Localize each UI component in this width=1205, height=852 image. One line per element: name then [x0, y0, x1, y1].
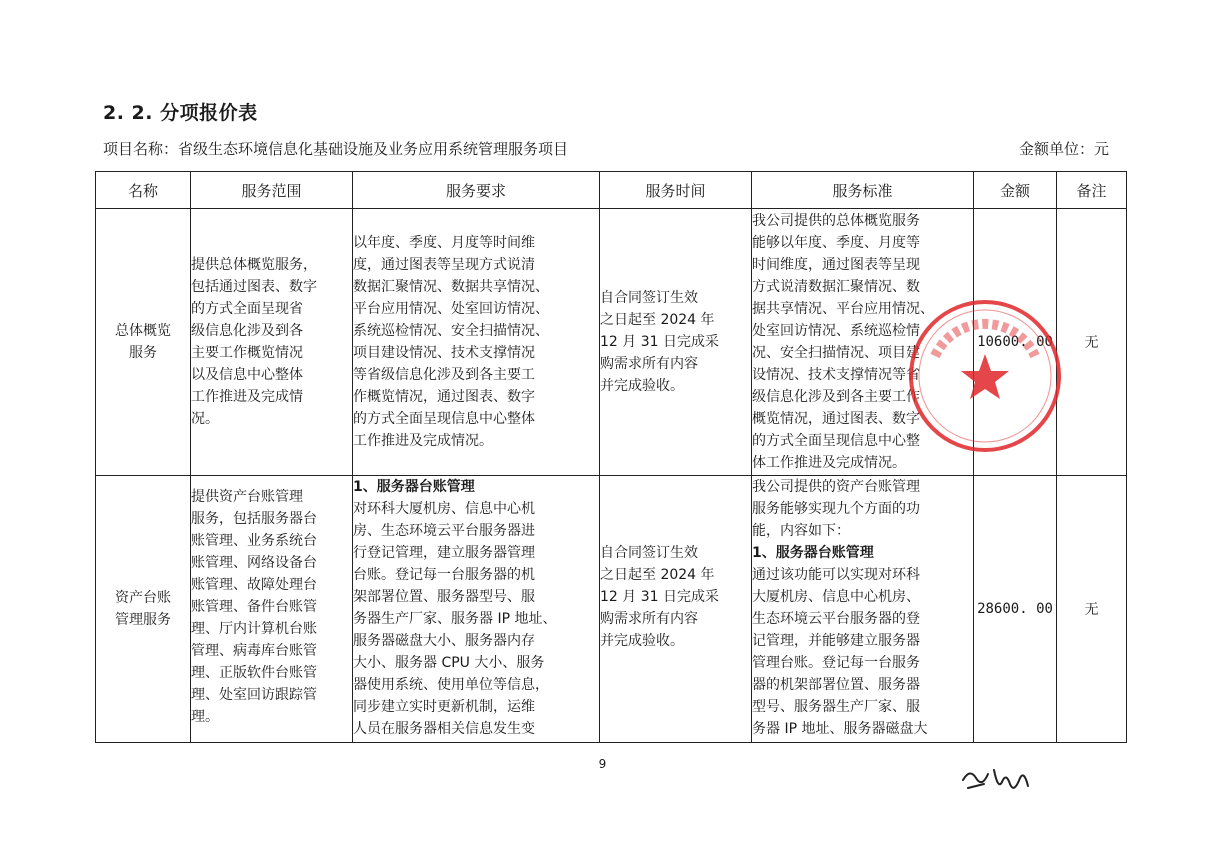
standard-line: 器的机架部署位置、服务器 [752, 677, 920, 693]
row-name-line: 资产台账 [115, 590, 171, 606]
header-time: 服务时间 [600, 172, 752, 209]
company-seal-stamp [905, 296, 1065, 456]
standard-line: 能够以年度、季度、月度等 [752, 235, 920, 251]
requirement-line: 的方式全面呈现信息中心整体 [353, 411, 535, 427]
section-title: 2. 2. 分项报价表 [103, 102, 258, 124]
requirement-line: 务器生产厂家、服务器 IP 地址、 [353, 611, 557, 627]
standard-line: 据共享情况、平台应用情况、 [752, 301, 934, 317]
scope-line: 账管理、备件台账管 [191, 599, 317, 615]
header-requirement: 服务要求 [353, 172, 600, 209]
requirement-line: 数据汇聚情况、数据共享情况、 [353, 279, 549, 295]
row-note-cell: 无 [1057, 476, 1127, 743]
standard-line: 时间维度，通过图表等呈现 [752, 257, 920, 273]
requirement-line: 房、生态环境云平台服务器进 [353, 523, 535, 539]
scope-line: 账管理、网络设备台 [191, 555, 317, 571]
scope-line: 理。 [191, 709, 219, 725]
scope-line: 况。 [191, 411, 219, 427]
standard-intro-line: 我公司提供的资产台账管理 [752, 479, 920, 495]
row-name-line: 服务 [129, 345, 157, 361]
row-name-line: 总体概览 [115, 323, 171, 339]
standard-line: 级信息化涉及到各主要工作 [752, 389, 920, 405]
scope-line: 主要工作概览情况 [191, 345, 303, 361]
header-standard: 服务标准 [752, 172, 974, 209]
project-name-line: 项目名称：省级生态环境信息化基础设施及业务应用系统管理服务项目 [103, 140, 569, 158]
row-amount-cell: 28600. 00 [974, 476, 1057, 743]
standard-line: 处室回访情况、系统巡检情 [752, 323, 920, 339]
standard-line: 的方式全面呈现信息中心整 [752, 433, 920, 449]
scope-line: 级信息化涉及到各 [191, 323, 303, 339]
standard-line: 方式说清数据汇聚情况、数 [752, 279, 920, 295]
row-requirement-cell [353, 209, 600, 476]
requirement-line: 以年度、季度、月度等时间维 [353, 235, 535, 251]
table-header-row [96, 172, 1127, 209]
requirement-line: 架部署位置、服务器型号、服 [353, 589, 535, 605]
scope-line: 账管理、业务系统台 [191, 533, 317, 549]
time-line: 之日起至 2024 年 [600, 312, 715, 328]
row-standard-cell [752, 476, 974, 743]
requirement-heading: 1、服务器台账管理 [353, 479, 475, 495]
scope-line: 理、厅内计算机台账 [191, 621, 317, 637]
requirement-line: 系统巡检情况、安全扫描情况、 [353, 323, 549, 339]
requirement-line: 项目建设情况、技术支撑情况 [353, 345, 535, 361]
standard-line: 记管理，并能够建立服务器 [752, 633, 920, 649]
requirement-line: 作概览情况，通过图表、数字 [353, 389, 535, 405]
scope-line: 理、正版软件台账管 [191, 665, 317, 681]
row-time-cell [600, 476, 752, 743]
time-line: 12 月 31 日完成采 [600, 334, 719, 350]
requirement-line: 工作推进及完成情况。 [353, 433, 493, 449]
time-line: 自合同签订生效 [600, 545, 698, 561]
requirement-line: 同步建立实时更新机制，运维 [353, 699, 535, 715]
header-name: 名称 [96, 172, 191, 209]
table-row [96, 476, 1127, 743]
standard-line: 况、安全扫描情况、项目建 [752, 345, 920, 361]
amount-unit-line: 金额单位：元 [1018, 140, 1109, 158]
scope-line: 提供资产台账管理 [191, 489, 303, 505]
header-scope: 服务范围 [191, 172, 353, 209]
scope-line: 提供总体概览服务， [191, 257, 317, 273]
scope-line: 理、处室回访跟踪管 [191, 687, 317, 703]
seal-text-arc [935, 324, 1035, 356]
row-scope-cell [191, 476, 353, 743]
requirement-line: 器使用系统、使用单位等信息， [353, 677, 549, 693]
header-amount: 金额 [974, 172, 1057, 209]
handwritten-signature [958, 760, 1033, 800]
requirement-line: 度，通过图表等呈现方式说清 [353, 257, 535, 273]
requirement-line: 人员在服务器相关信息发生变 [353, 721, 535, 737]
scope-line: 账管理、故障处理台 [191, 577, 317, 593]
row-name-line: 管理服务 [115, 612, 171, 628]
standard-heading: 1、服务器台账管理 [752, 545, 874, 561]
standard-line: 体工作推进及完成情况。 [752, 455, 906, 471]
time-line: 购需求所有内容 [600, 611, 698, 627]
scope-line: 的方式全面呈现省 [191, 301, 303, 317]
requirement-line: 大小、服务器 CPU 大小、服务 [353, 655, 545, 671]
requirement-line: 对环科大厦机房、信息中心机 [353, 501, 535, 517]
row-scope-cell [191, 209, 353, 476]
signature-stroke [963, 770, 1028, 788]
row-name-cell [96, 209, 191, 476]
standard-line: 型号、服务器生产厂家、服 [752, 699, 920, 715]
standard-line: 我公司提供的总体概览服务 [752, 213, 920, 229]
row-name-cell [96, 476, 191, 743]
requirement-line: 平台应用情况、处室回访情况、 [353, 301, 549, 317]
time-line: 之日起至 2024 年 [600, 567, 715, 583]
row-note-cell: 无 [1057, 209, 1127, 476]
scope-line: 服务，包括服务器台 [191, 511, 317, 527]
time-line: 购需求所有内容 [600, 356, 698, 372]
scope-line: 工作推进及完成情 [191, 389, 303, 405]
row-amount-cell: 10600. 00 [974, 209, 1057, 476]
row-time-cell [600, 209, 752, 476]
itemized-quote-table [95, 171, 1127, 743]
row-requirement-cell [353, 476, 600, 743]
standard-line: 设情况、技术支撑情况等省 [752, 367, 920, 383]
standard-line: 大厦机房、信息中心机房、 [752, 589, 920, 605]
standard-line: 概览情况，通过图表、数字 [752, 411, 920, 427]
page-number: 9 [598, 757, 607, 771]
time-line: 自合同签订生效 [600, 290, 698, 306]
requirement-line: 等省级信息化涉及到各主要工 [353, 367, 535, 383]
standard-intro-line: 能，内容如下： [752, 523, 850, 539]
seal-star-icon [961, 354, 1009, 399]
scope-line: 包括通过图表、数字 [191, 279, 317, 295]
standard-line: 通过该功能可以实现对环科 [752, 567, 920, 583]
header-note: 备注 [1057, 172, 1127, 209]
time-line: 并完成验收。 [600, 633, 684, 649]
scope-line: 以及信息中心整体 [191, 367, 303, 383]
requirement-line: 服务器磁盘大小、服务器内存 [353, 633, 535, 649]
standard-line: 管理台账。登记每一台服务 [752, 655, 920, 671]
standard-line: 务器 IP 地址、服务器磁盘大 [752, 721, 928, 737]
scope-line: 管理、病毒库台账管 [191, 643, 317, 659]
standard-intro-line: 服务能够实现九个方面的功 [752, 501, 920, 517]
time-line: 并完成验收。 [600, 378, 684, 394]
requirement-line: 台账。登记每一台服务器的机 [353, 567, 535, 583]
standard-line: 生态环境云平台服务器的登 [752, 611, 920, 627]
requirement-line: 行登记管理，建立服务器管理 [353, 545, 535, 561]
time-line: 12 月 31 日完成采 [600, 589, 719, 605]
